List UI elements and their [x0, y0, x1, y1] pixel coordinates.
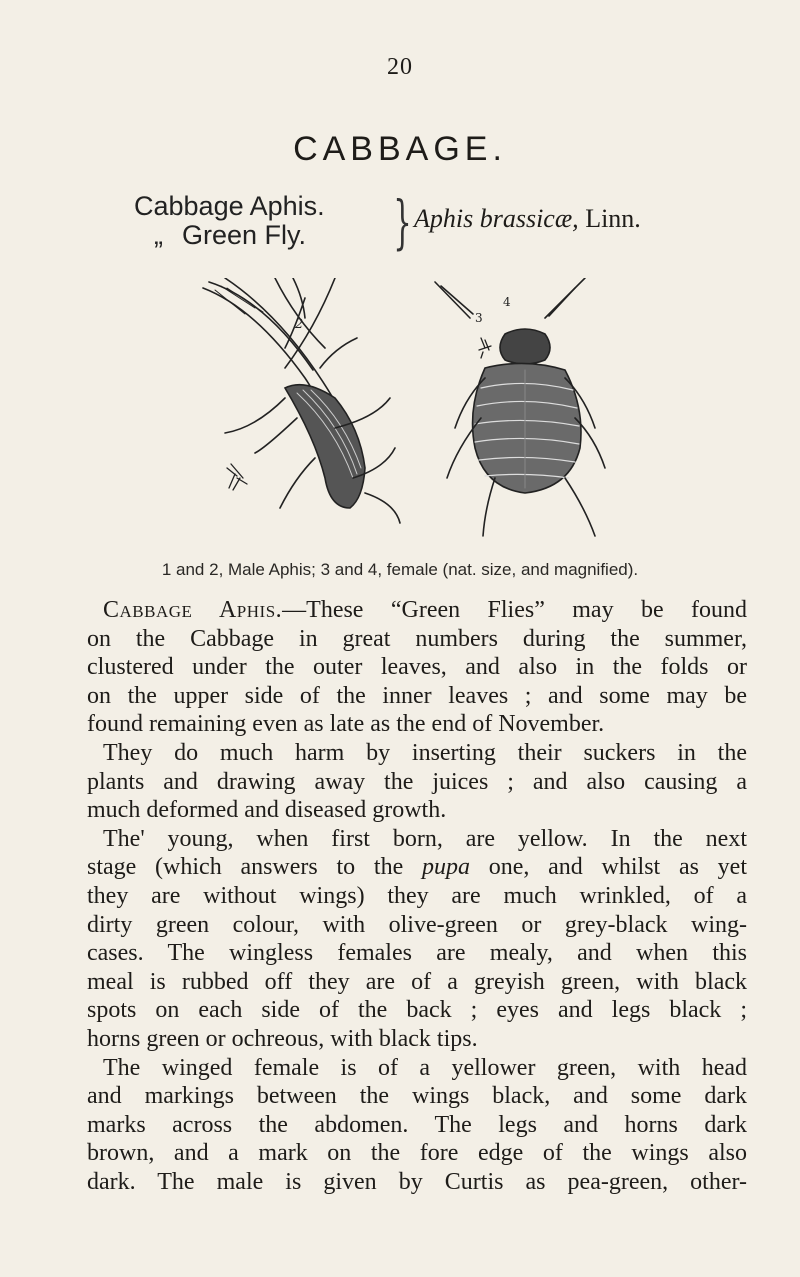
- female-head: [500, 329, 550, 364]
- figure-label-3: 3: [475, 311, 483, 325]
- text-line: dirty green colour, with olive-green or grey-black wing-: [87, 911, 747, 938]
- lead-term: Cabbage Aphis.: [103, 597, 283, 623]
- text-line: They do much harm by inserting their suckers in the: [103, 739, 747, 766]
- aphid-illustration: [185, 278, 645, 538]
- common-names: [134, 192, 325, 250]
- text-line: brown, and a mark on the fore edge of the wings also: [87, 1140, 747, 1167]
- male-body: [285, 385, 365, 508]
- common-name-1: Cabbage Aphis.: [134, 191, 325, 221]
- male-leg: [225, 398, 285, 433]
- figure-label-2: 2: [295, 317, 304, 332]
- species-names: [134, 188, 754, 262]
- figure-label-4: 4: [503, 295, 511, 309]
- text-line: clustered under the outer leaves, and also in the folds or: [87, 654, 747, 681]
- body-text: [87, 596, 747, 1196]
- figure-caption: 1 and 2, Male Aphis; 3 and 4, female (nat. size, and magnified).: [161, 560, 639, 579]
- common-name-2: Green Fly.: [182, 220, 307, 250]
- latin-binomial: Aphis brassicæ,: [414, 204, 579, 233]
- ditto-mark: „: [154, 220, 163, 250]
- text-line: stage (which answers to the pupa one, and whilst as yet: [87, 854, 747, 881]
- common-name-2-row: [134, 221, 325, 250]
- text-line: spots on each side of the back ; eyes and legs black ;: [87, 997, 747, 1024]
- brace: }: [393, 188, 412, 256]
- text-line: Cabbage Aphis.—These “Green Flies” may be found: [103, 597, 747, 623]
- page-number: 20: [387, 54, 413, 80]
- female-body: [473, 363, 581, 493]
- female-aphid-small: [479, 338, 491, 358]
- text-line: The winged female is of a yellower green, with head: [103, 1054, 747, 1081]
- text-line: found remaining even as late as the end of November.: [87, 711, 605, 738]
- text-line: on the upper side of the inner leaves ; and some may be: [87, 682, 747, 709]
- text-line: plants and drawing away the juices ; and also causing a: [87, 768, 747, 795]
- text-line: marks across the abdomen. The legs and horns dark: [87, 1111, 747, 1138]
- text-line: and markings between the wings black, and some dark: [87, 1083, 747, 1110]
- text-line: The' young, when first born, are yellow. In the next: [103, 825, 747, 852]
- text-line: much deformed and diseased growth.: [87, 797, 447, 824]
- text-line: dark. The male is given by Curtis as pea-green, other-: [87, 1168, 747, 1195]
- male-wing-right: [225, 278, 333, 398]
- text-line: they are without wings) they are much wrinkled, of a: [87, 882, 747, 909]
- pupa-word: pupa: [421, 854, 470, 881]
- text-line: cases. The wingless females are mealy, and when this: [87, 940, 747, 967]
- text-line: meal is rubbed off they are of a greyish green, with black: [87, 968, 747, 995]
- page-title: CABBAGE.: [293, 130, 507, 168]
- latin-authority: Linn.: [578, 204, 641, 233]
- male-aphid-small: [227, 464, 247, 490]
- latin-name: [414, 204, 641, 234]
- text-line: on the Cabbage in great numbers during the summer,: [87, 625, 747, 652]
- text-line: horns green or ochreous, with black tips.: [87, 1025, 478, 1052]
